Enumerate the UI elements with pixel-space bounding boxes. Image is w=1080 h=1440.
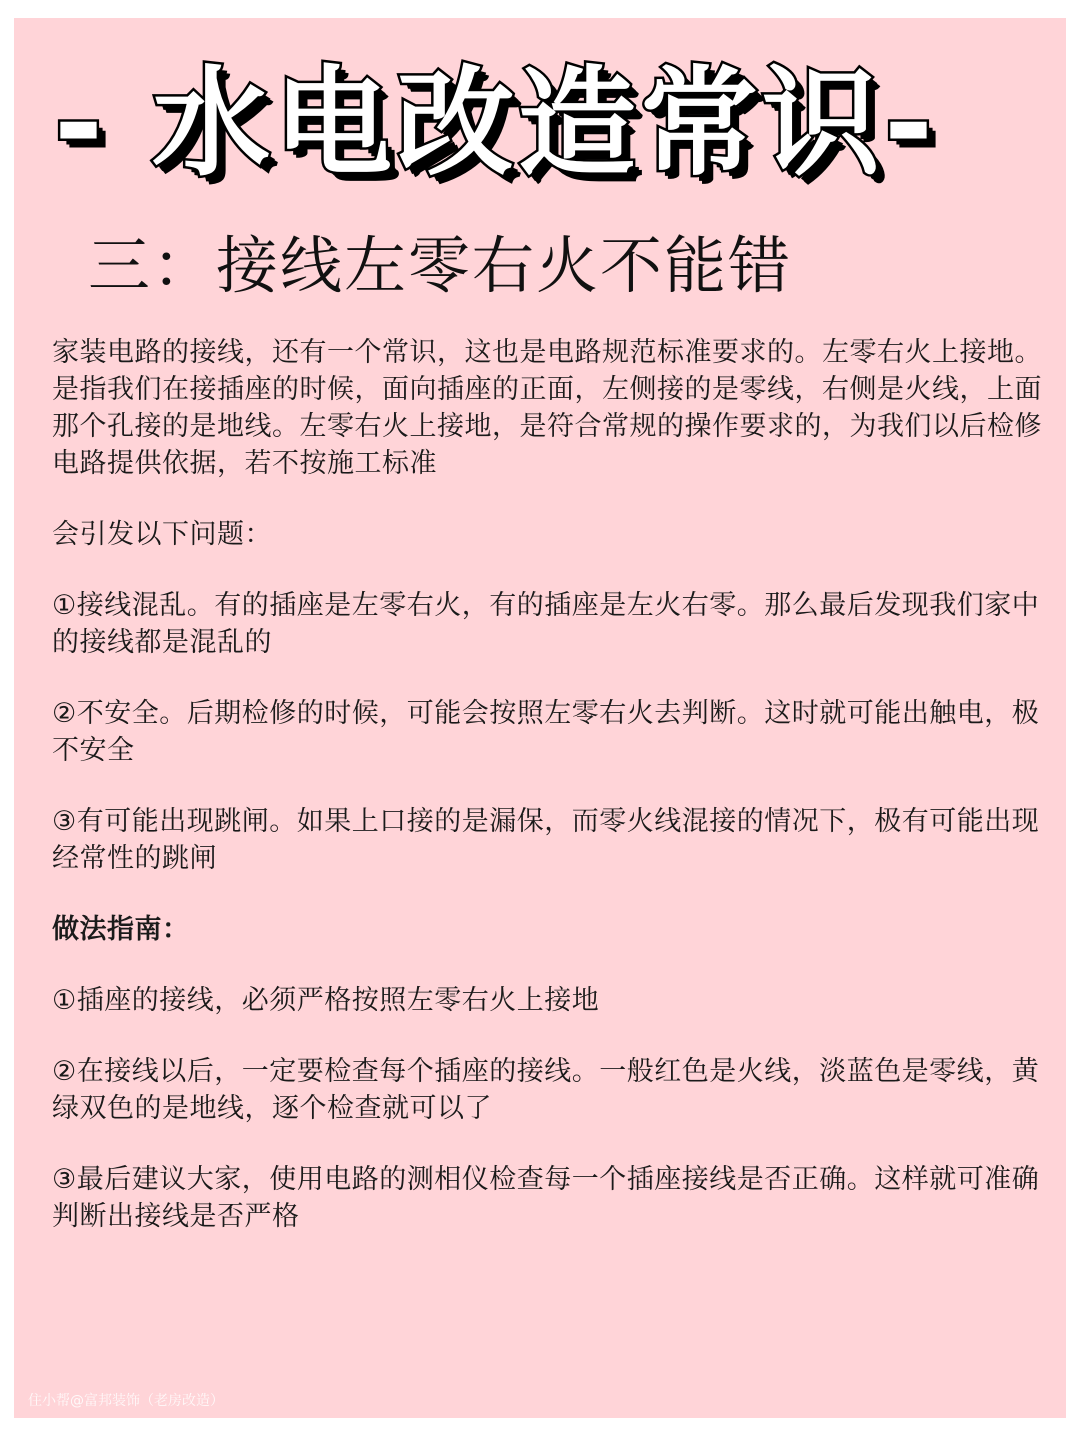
issue-item-3: ③有可能出现跳闸。如果上口接的是漏保，而零火线混接的情况下，极有可能出现经常性的跳闸 <box>52 806 1040 874</box>
issues-heading: 会引发以下问题： <box>52 519 272 550</box>
intro-paragraph: 家装电路的接线，还有一个常识，这也是电路规范标准要求的。左零右火上接地。是指我们在接插座的时候，面向插座的正面，左侧接的是零线，右侧是火线，上面那个孔接的是地线。左零右火上接地，是符合常规的操作要求的，为我们以后检修电路提供依据，若不按施工标准 <box>52 337 1042 479</box>
page-title: - 水电改造常识- <box>54 54 938 192</box>
guide-item-2: ②在接线以后，一定要检查每个插座的接线。一般红色是火线，淡蓝色是零线，黄绿双色的是地线，逐个检查就可以了 <box>52 1056 1040 1124</box>
guide-heading: 做法指南： <box>52 914 190 945</box>
watermark: 住小帮@富邦装饰（老房改造） <box>28 1393 224 1409</box>
guide-item-3: ③最后建议大家，使用电路的测相仪检查每一个插座接线是否正确。这样就可准确判断出接线是否严格 <box>52 1164 1040 1232</box>
issue-item-2: ②不安全。后期检修的时候，可能会按照左零右火去判断。这时就可能出触电，极不安全 <box>52 698 1040 766</box>
article-body <box>52 334 1052 1269</box>
page-subtitle: 三：接线左零右火不能错 <box>88 229 793 302</box>
content-card <box>14 18 1066 1418</box>
issue-item-1: ①接线混乱。有的插座是左零右火，有的插座是左火右零。那么最后发现我们家中的接线都是混乱的 <box>52 590 1040 658</box>
guide-item-1: ①插座的接线，必须严格按照左零右火上接地 <box>52 985 600 1016</box>
